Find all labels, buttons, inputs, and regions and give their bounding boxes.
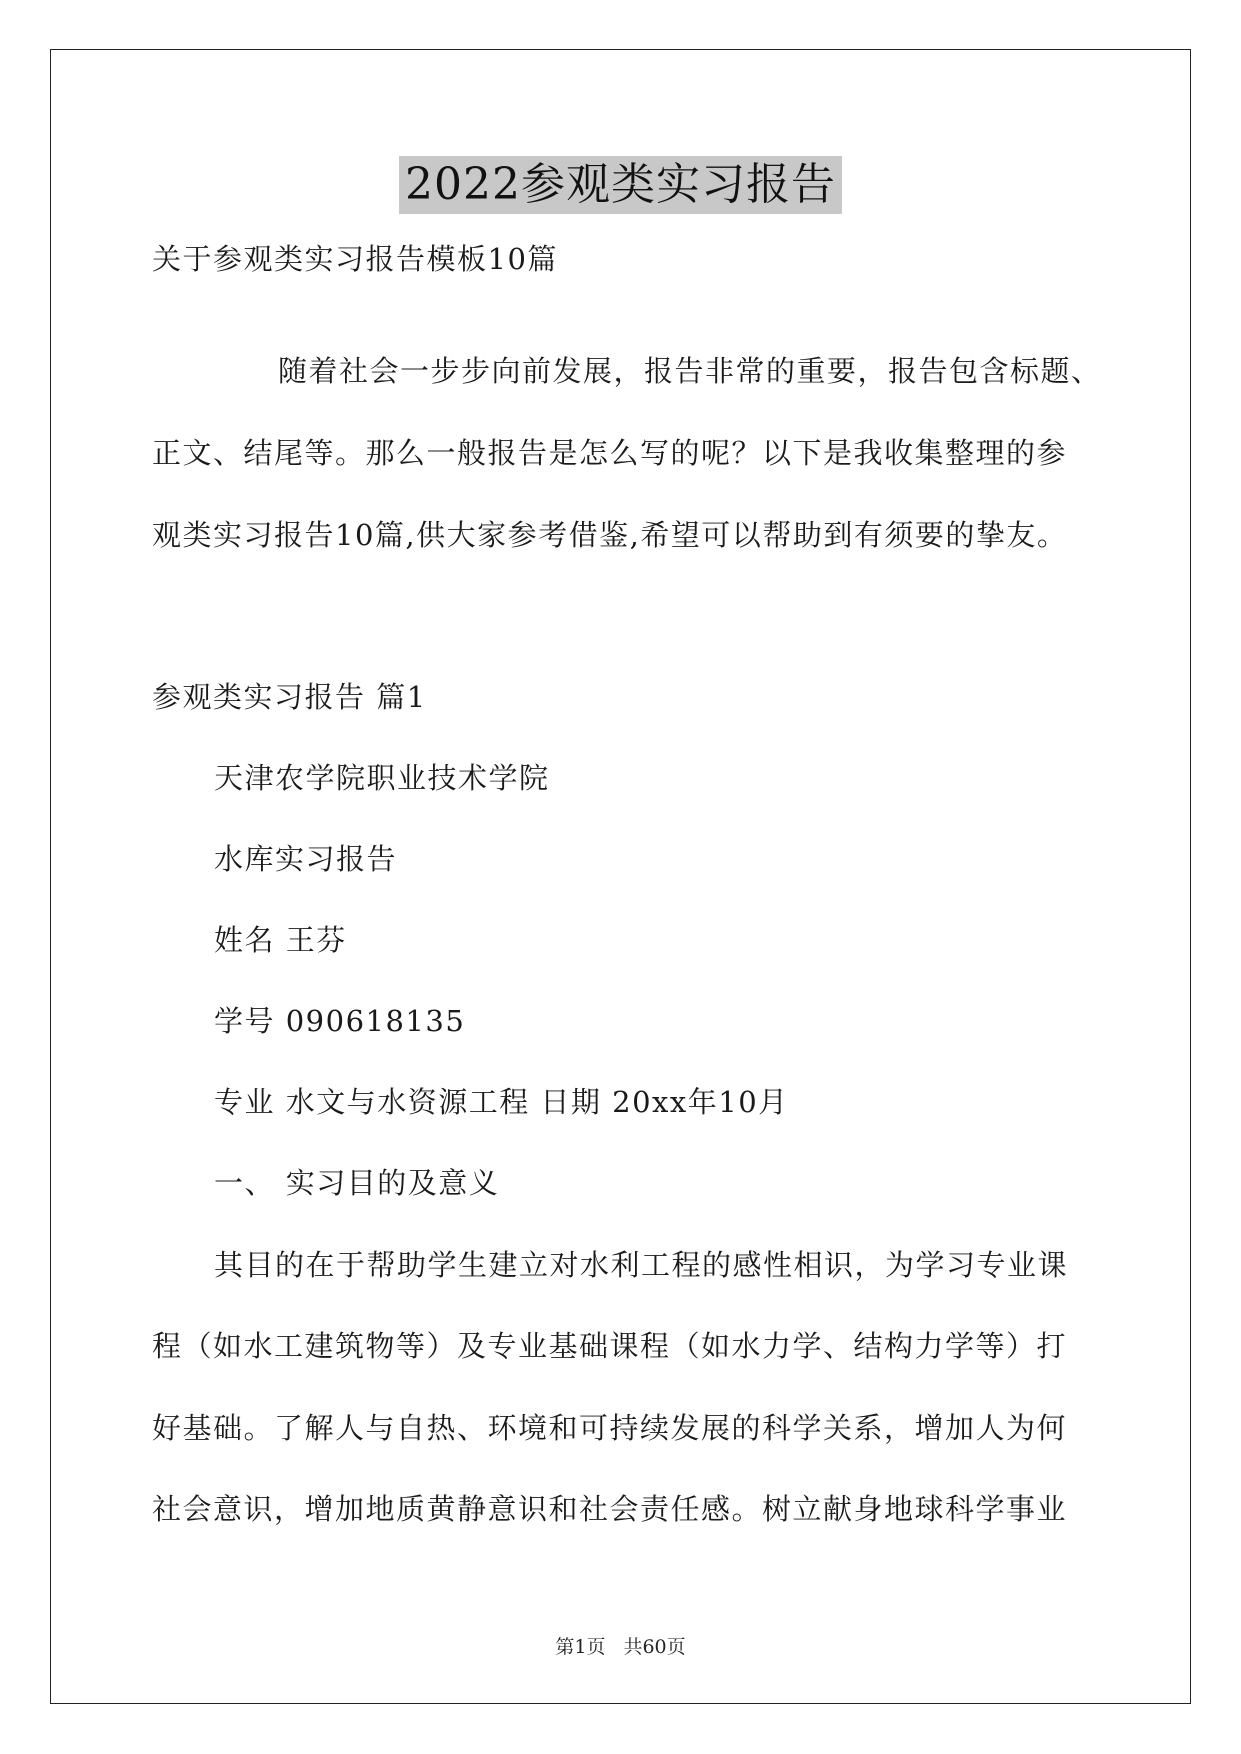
body-line-4: 社会意识，增加地质黄静意识和社会责任感。树立献身地球科学事业	[152, 1492, 1068, 1526]
major-date-line: 专业 水文与水资源工程 日期 20xx年10月	[214, 1085, 789, 1119]
title-container	[0, 156, 1241, 214]
body-line-3: 好基础。了解人与自热、环境和可持续发展的科学关系，增加人为何	[152, 1411, 1068, 1445]
report-name-line: 水库实习报告	[214, 842, 398, 876]
intro-line-2: 正文、结尾等。那么一般报告是怎么写的呢？以下是我收集整理的参	[152, 436, 1068, 470]
page-footer	[0, 1632, 1241, 1659]
page-number: 第1页	[555, 1636, 606, 1658]
institution-line: 天津农学院职业技术学院	[214, 761, 550, 795]
name-line: 姓名 王芬	[214, 923, 347, 957]
page-total: 共60页	[623, 1636, 686, 1658]
student-id-line: 学号 090618135	[214, 1004, 466, 1038]
document-title: 2022参观类实习报告	[399, 156, 842, 214]
document-subtitle: 关于参观类实习报告模板10篇	[152, 242, 558, 276]
intro-line-3: 观类实习报告10篇,供大家参考借鉴,希望可以帮助到有须要的挚友。	[152, 518, 1068, 552]
section-heading: 参观类实习报告 篇1	[152, 680, 427, 714]
body-line-2: 程（如水工建筑物等）及专业基础课程（如水力学、结构力学等）打	[152, 1329, 1068, 1363]
body-line-1: 其目的在于帮助学生建立对水利工程的感性相识，为学习专业课	[214, 1248, 1069, 1282]
intro-line-1: 随着社会一步步向前发展，报告非常的重要，报告包含标题、	[278, 354, 1102, 388]
part-heading: 一、 实习目的及意义	[214, 1166, 500, 1200]
